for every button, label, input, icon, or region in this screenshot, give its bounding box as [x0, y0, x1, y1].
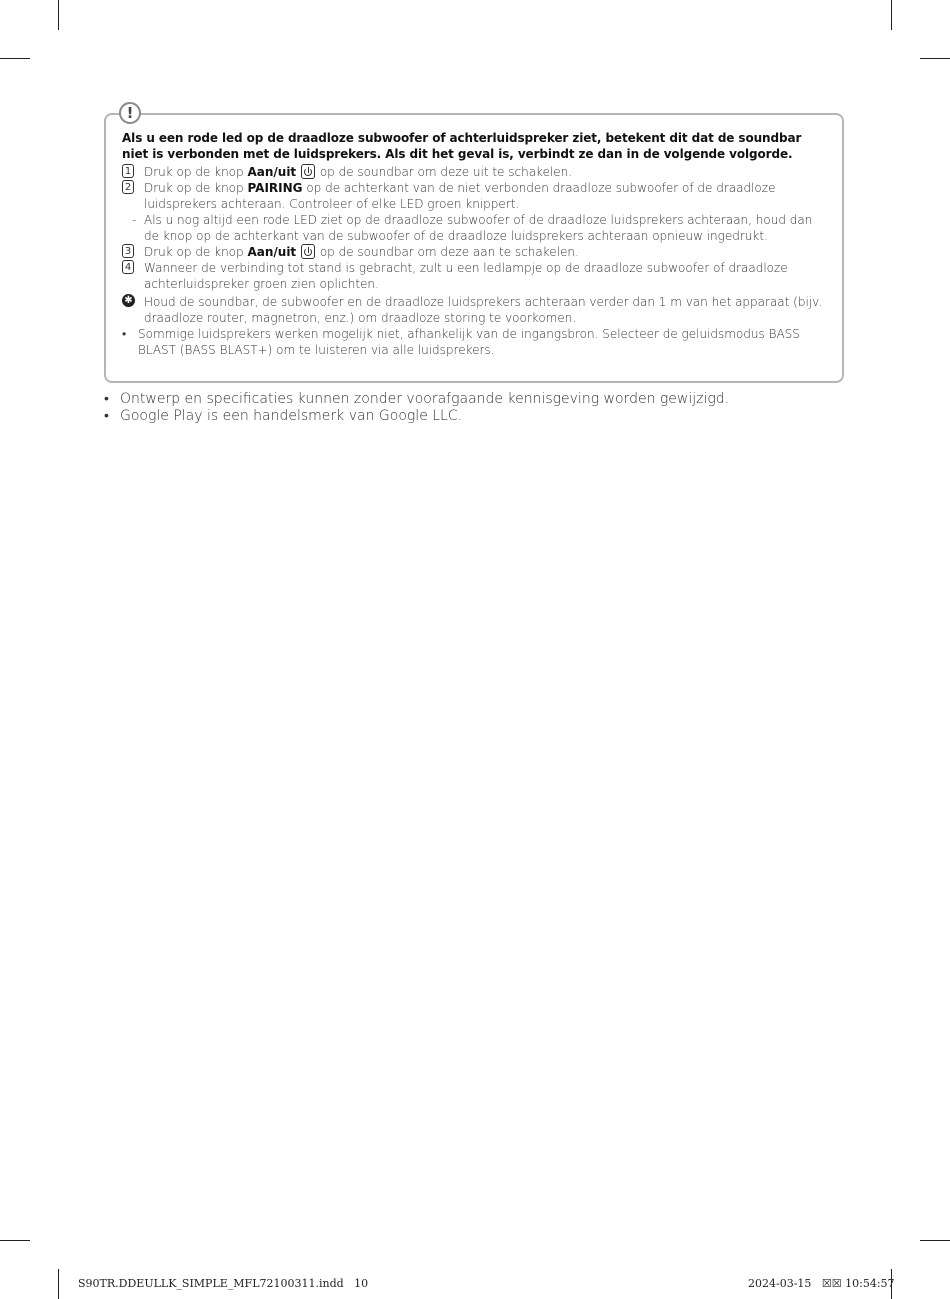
- dash-note: - Als u nog altijd een rode LED ziet op de draadloze subwoofer of de draadloze luidsprekers achteraan, houd dan de knop op de achterkant van de subwoofer of de draadloze luidsprekers achteraan opnieuw ingedrukt.: [132, 213, 813, 243]
- crop-mark-top-left-h: [0, 58, 30, 59]
- step-3: 3 Druk op de knop Aan/uit op de soundbar om deze aan te schakelen.: [122, 244, 830, 260]
- bullet-marker: •: [122, 327, 127, 341]
- bullet-marker: •: [104, 391, 109, 407]
- exclamation-icon: !: [119, 102, 141, 124]
- step-number: 3: [122, 244, 134, 258]
- button-label: Aan/uit: [247, 245, 297, 259]
- footer-timestamp: 2024-03-15 ☒☒ 10:54:57: [748, 1277, 895, 1290]
- step-number: 1: [122, 164, 134, 178]
- main-bullet-item: • Ontwerp en specificaties kunnen zonder voorafgaande kennisgeving worden gewijzigd.: [104, 391, 730, 407]
- bullet-marker: •: [104, 408, 109, 424]
- footer-filename: S90TR.DDEULLK_SIMPLE_MFL72100311.indd 10: [78, 1277, 369, 1290]
- step-2: 2 Druk op de knop PAIRING op de achterkant van de niet verbonden draadloze subwoofer of de draadloze luidsprekers achteraan. Controleer of elke LED groen knippert.: [122, 180, 830, 212]
- main-bullet-list: [104, 391, 824, 425]
- note-bullet: • Sommige luidsprekers werken mogelijk niet, afhankelijk van de ingangsbron. Selecteer de geluidsmodus BASS BLAST (BASS BLAST+) om te luisteren via alle luidsprekers.: [122, 327, 800, 357]
- crop-mark-bottom-left-v: [58, 1269, 59, 1299]
- note-content: [122, 130, 830, 358]
- note-intro: Als u een rode led op de draadloze subwoofer of achterluidspreker ziet, betekent dit dat de soundbar niet is verbonden met de luidsprekers. Als dit het geval is, verbindt ze dan in de volgende volgorde.: [122, 131, 802, 161]
- main-bullet-item: • Google Play is een handelsmerk van Google LLC.: [104, 408, 463, 424]
- crop-mark-bottom-left-h: [0, 1240, 30, 1241]
- star-icon: ✱: [122, 294, 135, 307]
- step-number: 4: [122, 260, 134, 274]
- power-icon: [301, 244, 315, 259]
- button-label: PAIRING: [247, 181, 303, 195]
- button-label: Aan/uit: [247, 165, 297, 179]
- step-1: 1 Druk op de knop Aan/uit op de soundbar om deze uit te schakelen.: [122, 164, 830, 180]
- crop-mark-top-left-v: [58, 0, 59, 30]
- crop-mark-top-right-h: [920, 58, 950, 59]
- crop-mark-top-right-v: [891, 0, 892, 30]
- dash-marker: -: [132, 213, 137, 227]
- step-4: 4 Wanneer de verbinding tot stand is gebracht, zult u een ledlampje op de draadloze subwoofer of draadloze achterluidspreker groen zien oplichten.: [122, 260, 830, 292]
- tip-note: ✱ Houd de soundbar, de subwoofer en de draadloze luidsprekers achteraan verder dan 1 m van het apparaat (bijv. draadloze router, magnetron, enz.) om draadloze storing te voorkomen.: [122, 294, 830, 326]
- power-icon: [301, 164, 315, 179]
- crop-mark-bottom-right-h: [920, 1240, 950, 1241]
- step-number: 2: [122, 180, 134, 194]
